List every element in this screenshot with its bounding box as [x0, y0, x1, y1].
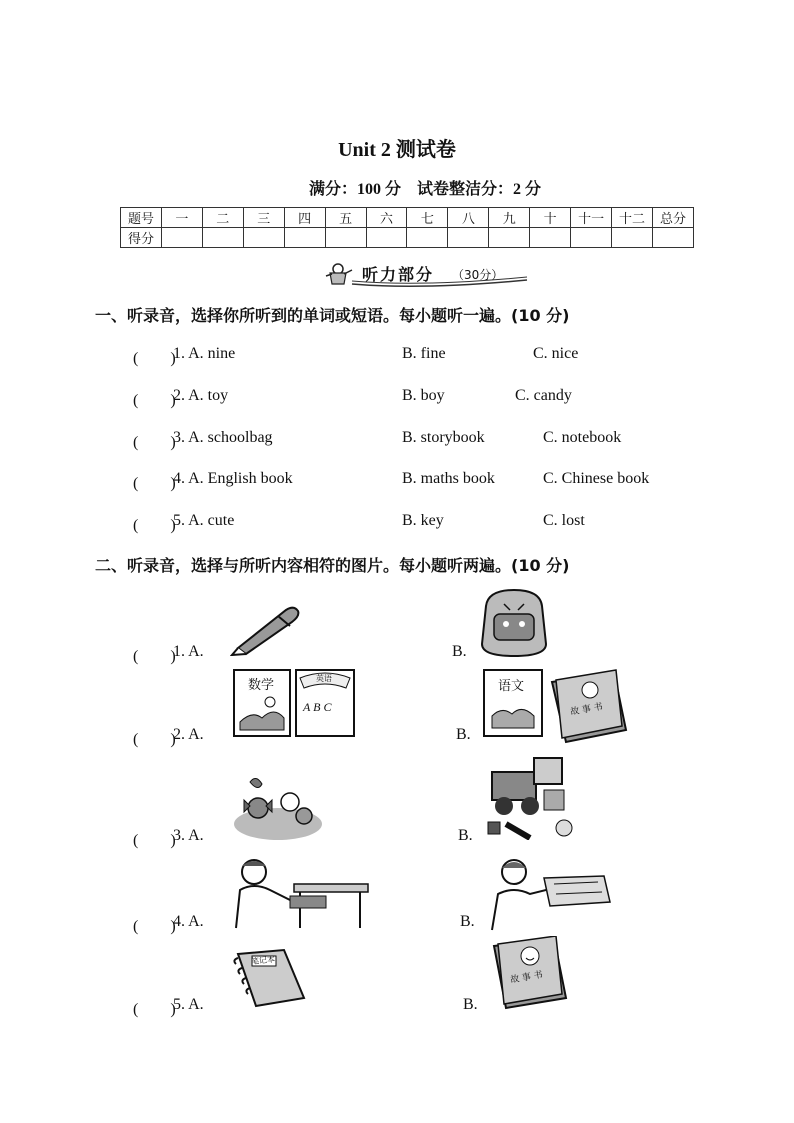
score-header-cell: 九 — [489, 208, 530, 228]
option-a: 1. A. nine — [173, 345, 236, 362]
option-b-label: B. — [452, 643, 467, 660]
storybook-label-2: 故 事 书 — [569, 702, 604, 718]
boy-desk-icon — [230, 856, 370, 932]
score-cell[interactable] — [571, 228, 612, 248]
page-title: Unit 2 测试卷 — [338, 139, 456, 161]
score-cell[interactable] — [448, 228, 489, 248]
notebook-label: 笔记本 — [250, 954, 276, 967]
option-c: C. nice — [533, 345, 579, 362]
section1-heading: 一、听录音，选择你所听到的单词或短语。每小题听一遍。(10 分) — [95, 306, 570, 325]
score-header-cell: 四 — [284, 208, 325, 228]
part-label: 听力部分 — [362, 265, 435, 284]
answer-blank: ( ) — [133, 475, 176, 492]
option-b: B. storybook — [402, 429, 485, 446]
listening-part-banner — [322, 260, 532, 288]
part-points: （30分） — [452, 268, 504, 282]
score-header-cell: 六 — [366, 208, 407, 228]
answer-blank: ( ) — [133, 434, 176, 451]
score-cell[interactable] — [612, 228, 653, 248]
score-cell[interactable] — [530, 228, 571, 248]
option-a: 2. A. toy — [173, 387, 229, 404]
toys-icon — [484, 754, 584, 840]
candy-icon — [232, 772, 324, 844]
score-header-cell: 十一 — [571, 208, 612, 228]
option-a: 3. A. schoolbag — [173, 429, 273, 446]
girl-clothes-icon — [484, 854, 614, 932]
pen-icon — [230, 602, 302, 656]
option-b: B. boy — [402, 387, 445, 404]
option-a-label: 3. A. — [173, 827, 204, 844]
score-info: 满分：100 分 试卷整洁分：2 分 — [308, 181, 541, 198]
score-cell[interactable] — [161, 228, 202, 248]
score-cell[interactable] — [243, 228, 284, 248]
score-header-cell: 一 — [161, 208, 202, 228]
option-a-label: 2. A. — [173, 726, 204, 743]
score-table-score-row — [121, 228, 694, 248]
option-b: B. maths book — [402, 470, 495, 487]
score-cell[interactable] — [652, 228, 693, 248]
score-cell[interactable] — [325, 228, 366, 248]
score-header-cell: 总分 — [652, 208, 693, 228]
option-a-label: 5. A. — [173, 996, 204, 1013]
option-a-label: 4. A. — [173, 913, 204, 930]
option-a-label: 1. A. — [173, 643, 204, 660]
score-table-header-row — [121, 208, 694, 228]
score-header-cell: 二 — [202, 208, 243, 228]
answer-blank: ( ) — [133, 731, 176, 748]
score-cell[interactable] — [489, 228, 530, 248]
option-a: 4. A. English book — [173, 470, 293, 487]
score-header-cell: 十 — [530, 208, 571, 228]
score-table — [120, 207, 694, 248]
score-cell[interactable] — [202, 228, 243, 248]
option-b-label: B. — [463, 996, 478, 1013]
score-header-cell: 十二 — [612, 208, 653, 228]
option-b: B. fine — [402, 345, 446, 362]
score-cell[interactable] — [407, 228, 448, 248]
answer-blank: ( ) — [133, 832, 176, 849]
score-header-cell: 七 — [407, 208, 448, 228]
option-c: C. lost — [543, 512, 585, 529]
answer-blank: ( ) — [133, 392, 176, 409]
score-row-label: 得分 — [121, 228, 162, 248]
maths-book-label: 数学 — [248, 678, 275, 693]
chinese-book-label: 语文 — [498, 679, 525, 694]
score-header-cell: 八 — [448, 208, 489, 228]
english-book-abc-label: A B C — [303, 700, 332, 714]
option-b-label: B. — [456, 726, 471, 743]
schoolbag-icon — [476, 586, 552, 658]
score-header-cell: 五 — [325, 208, 366, 228]
answer-blank: ( ) — [133, 918, 176, 935]
option-b-label: B. — [458, 827, 473, 844]
answer-blank: ( ) — [133, 648, 176, 665]
score-header-cell: 三 — [243, 208, 284, 228]
answer-blank: ( ) — [133, 1001, 176, 1018]
english-book-top-label: 英语 — [316, 674, 332, 683]
option-c: C. notebook — [543, 429, 622, 446]
score-header-cell: 题号 — [121, 208, 162, 228]
score-cell[interactable] — [366, 228, 407, 248]
option-a: 5. A. cute — [173, 512, 235, 529]
answer-blank: ( ) — [133, 517, 176, 534]
storybook-label: 故 事 书 — [509, 970, 544, 986]
section2-heading: 二、听录音，选择与所听内容相符的图片。每小题听两遍。(10 分) — [95, 556, 570, 575]
option-b: B. key — [402, 512, 444, 529]
option-c: C. Chinese book — [543, 470, 650, 487]
answer-blank: ( ) — [133, 350, 176, 367]
option-b-label: B. — [460, 913, 475, 930]
score-cell[interactable] — [284, 228, 325, 248]
option-c: C. candy — [515, 387, 572, 404]
